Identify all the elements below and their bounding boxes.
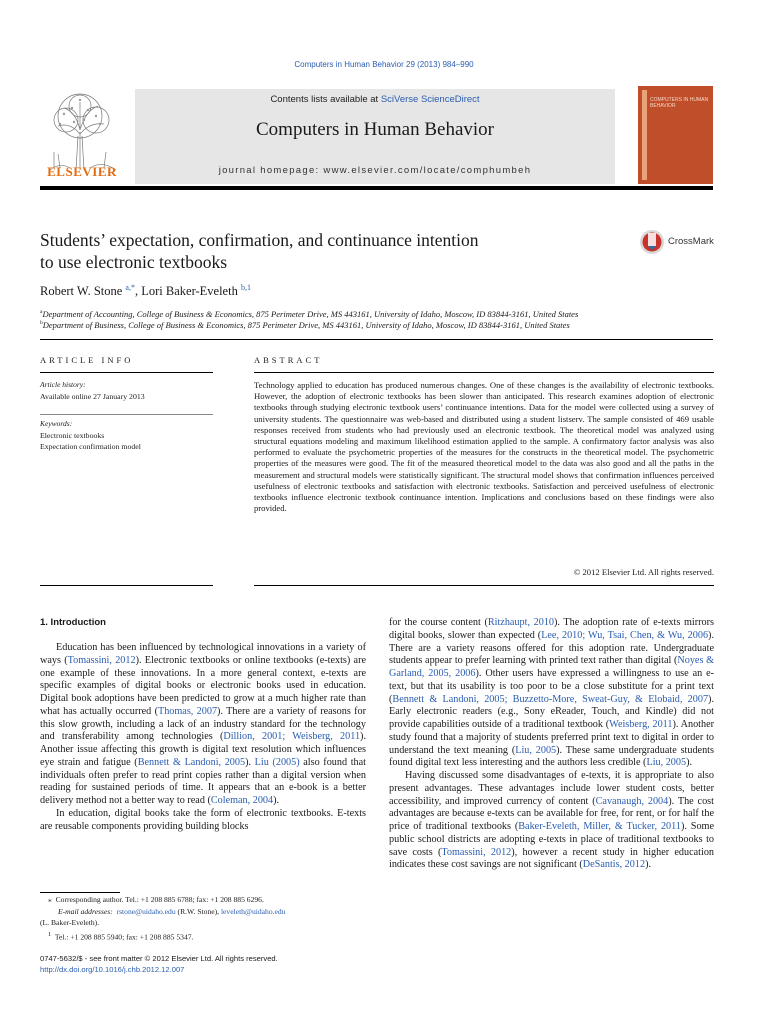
author-list: Robert W. Stone $^{a,*}$, Lori Baker-Eveleth $^{b,1}$ [40,283,251,299]
journal-title: Computers in Human Behavior [256,119,494,140]
homepage-link[interactable]: www.elsevier.com/locate/comphumbeh [323,165,532,176]
paragraph: In education, digital books take the form of electronic textbooks. E-texts are reusable components providing building blocks [40,807,366,832]
citation-link[interactable]: Thomas, 2007 [157,705,218,717]
citation-link[interactable]: Tomassini, 2012 [67,654,136,666]
email-link[interactable]: leveleth@uidaho.edu [220,907,286,916]
citation-link[interactable]: Dillion, 2001; Weisberg, 2011 [223,731,361,743]
crossmark-label[interactable]: CrossMark [668,236,714,247]
abstract-rule-bottom [254,585,714,586]
paragraph: Education has been influenced by technological innovations in a variety of ways (Tomassini, 2012). Electronic textbooks or online textbooks (e-texts) are one example of these innovations. In a more general context, e-texts are specific examples of digital books or electronic books used in education. Digital book adoptions have been predicted to grow at a much higher rate than what has actually occurred (Thomas, 2007). There are a variety of reasons for this slow growth, including a lack of an industry standard for the technology and transferability among technologies (Dillion, 2001; Weisberg, 2011). Another issue affecting this growth is digital text resolution which influences eye strain and fatigue (Bennett & Landoni, 2005). Liu (2005) also found that individuals often prefer to read print copies rather than a digital version when reading for sustained periods of time. It appears that an e-book is a better delivery method not a better way to read (Coleman, 2004). [40,642,367,806]
cover-stripe [642,90,647,180]
citation-link[interactable]: DeSantis, 2012 [582,859,646,871]
citation-link[interactable]: Liu (2005) [254,756,300,768]
citation-link[interactable]: Coleman, 2004 [210,795,274,806]
doi-link[interactable]: http://dx.doi.org/10.1016/j.chb.2012.12.007 [40,965,185,974]
body-column-left [40,642,366,833]
abstract-body: Technology applied to education has produced numerous changes. One of these changes is the availability of electronic textbooks. However, the adoption of electronic textbooks has been slower than anticipated. This research examines adoption of electronic textbooks through studying electronic textbook users’ continuance intentions. Data for the model were collected using a survey of university students. The questionnaire was web-based and distributed using a student listserv. The sample consisted of 469 usable responses received from students who had previously used an electronic textbook. The theoretical model was analyzed using structural equations modeling and maximum likelihood estimation applied to the sample. A confirmatory factor analysis was also performed to evaluate the psychometric properties of the measures for the constructs in the theoretical model. The psychometric properties of the measures were good. The fit of the measured theoretical model to the data was also good and all the paths in the measurement and structural models were statistically significant. The structural model shows that confirmation influences perceived usefulness of electronic textbooks and satisfaction with electronic textbooks. Satisfaction and perceived usefulness of electronic textbooks influence electronic textbook continuance intention. Implications and conclusions based on these findings were also provided. [254,380,714,514]
info-rule-bottom [40,585,213,586]
abstract-copyright: © 2012 Elsevier Ltd. All rights reserved. [573,567,714,577]
footnote-emails: E-mail addresses: rstone@uidaho.edu (R.W. Stone), leveleth@uidaho.edu [58,907,286,916]
paragraph: Having discussed some disadvantages of e-texts, it is appropriate to also present advantages. These advantages include lower student costs, better accessibility, and improved currency of content (Cavanaugh, 2004). The cost advantages are because e-texts can be available for free, for rent, or for half the price of traditional textbooks (Baker-Eveleth, Miller, & Tucker, 2011). Some public school districts are adopting e-texts in place of traditional textbooks to save costs (Tomassini, 2012), however a recent study in higher education indicates these cost savings are not significant (DeSantis, 2012). [389,770,715,871]
citation-link[interactable]: Ritzhaupt, 2010 [487,617,555,628]
citation-link[interactable]: Weisberg, 2011 [609,719,673,730]
header-rule [40,186,713,190]
history-value: Available online 27 January 2013 [40,392,145,401]
cover-title: COMPUTERS IN HUMAN BEHAVIOR [650,97,709,109]
issn-line: 0747-5632/$ - see front matter © 2012 Elsevier Ltd. All rights reserved. [40,954,278,963]
abstract-rule-top [254,372,714,373]
journal-citation[interactable]: Computers in Human Behavior 29 (2013) 984–990 [294,60,474,69]
citation-link[interactable]: Lee, 2010; Wu, Tsai, Chen, & Wu, 2006 [541,629,709,641]
citation-link[interactable]: Bennett & Landoni, 2005; Buzzetto-More, Sweat-Guy, & Elobaid, 2007 [392,693,709,705]
citation-link[interactable]: Liu, 2005 [646,757,687,769]
citation-link[interactable]: Bennett & Landoni, 2005 [137,756,246,768]
author-name[interactable]: Lori Baker-Eveleth [141,284,238,299]
journal-homepage: journal homepage: www.elsevier.com/locate/comphumbeh [218,165,532,176]
article-title: Students’ expectation, confirmation, and continuance intention to use electronic textbooks [40,230,479,272]
keyword: Electronic textbooks [40,431,105,440]
info-rule-mid [40,414,213,415]
body-column-right [389,617,714,872]
footnote-1: $^1$ Tel.: +1 208 885 5940; fax: +1 208 885 5347. [48,931,194,942]
paragraph: for the course content (Ritzhaupt, 2010). The adoption rate of e-texts mirrors digital books, slower than expected (Lee, 2010; Wu, Tsai, Chen, & Wu, 2006). There are a variety reasons offered for this adoption rate. Undergraduate students appear to prefer learning with printed text rather than digital (Noyes & Garland, 2005, 2006). Other users have expressed a willingness to use an e-text, but that its usability is too poor to be a close substitute for a print text (Bennett & Landoni, 2005; Buzzetto-More, Sweat-Guy, & Elobaid, 2007). Early electronic readers (e.g., Sony eReader, Touch, and Kindle) did not provide capabilities outside of a traditional textbook (Weisberg, 2011). Another study found that a majority of students preferred print text to digital in order to understand the text meaning (Liu, 2005). These same undergraduate students found digital text less interesting and the authors less credible (Liu, 2005). [389,617,715,769]
elsevier-wordmark: ELSEVIER [47,164,117,179]
affiliation-a: $^a$Department of Accounting, College of Business & Economics, 875 Perimeter Drive, MS 443161, University of Idaho, Moscow, ID 83844-3161, United States [40,308,579,319]
affiliation-b: $^b$Department of Business, College of Business & Economics, 875 Perimeter Drive, MS 443161, University of Idaho, Moscow, ID 83844-3161, United States [40,319,570,330]
sciencedirect-link[interactable]: SciVerse ScienceDirect [380,94,480,105]
keywords-label: Keywords: [40,419,73,428]
contents-line: Contents lists available at SciVerse ScienceDirect [270,94,480,105]
keyword: Expectation confirmation model [40,442,141,451]
info-rule-top [40,372,213,373]
author-name[interactable]: Robert W. Stone [40,284,123,299]
citation-link[interactable]: Liu, 2005 [515,744,557,756]
affiliation-rule [40,339,713,340]
footnote-emails-cont: (L. Baker-Eveleth). [40,918,100,927]
citation-link[interactable]: Noyes & Garland, 2005, 2006 [389,655,714,679]
footnote-rule [40,892,120,893]
citation-link[interactable]: Baker-Eveleth, Miller, & Tucker, 2011 [518,821,681,832]
article-info-heading: ARTICLE INFO [40,355,134,365]
footnote-corresponding: ⁎ Corresponding author. Tel.: +1 208 885 6788; fax: +1 208 885 6296. [48,895,264,904]
email-link[interactable]: rstone@uidaho.edu [116,907,176,916]
citation-link[interactable]: Tomassini, 2012 [441,846,512,858]
abstract-heading: ABSTRACT [254,355,323,365]
citation-link[interactable]: Cavanaugh, 2004 [595,795,669,807]
history-label: Article history: [40,380,86,389]
section-heading: 1. Introduction [40,617,106,628]
